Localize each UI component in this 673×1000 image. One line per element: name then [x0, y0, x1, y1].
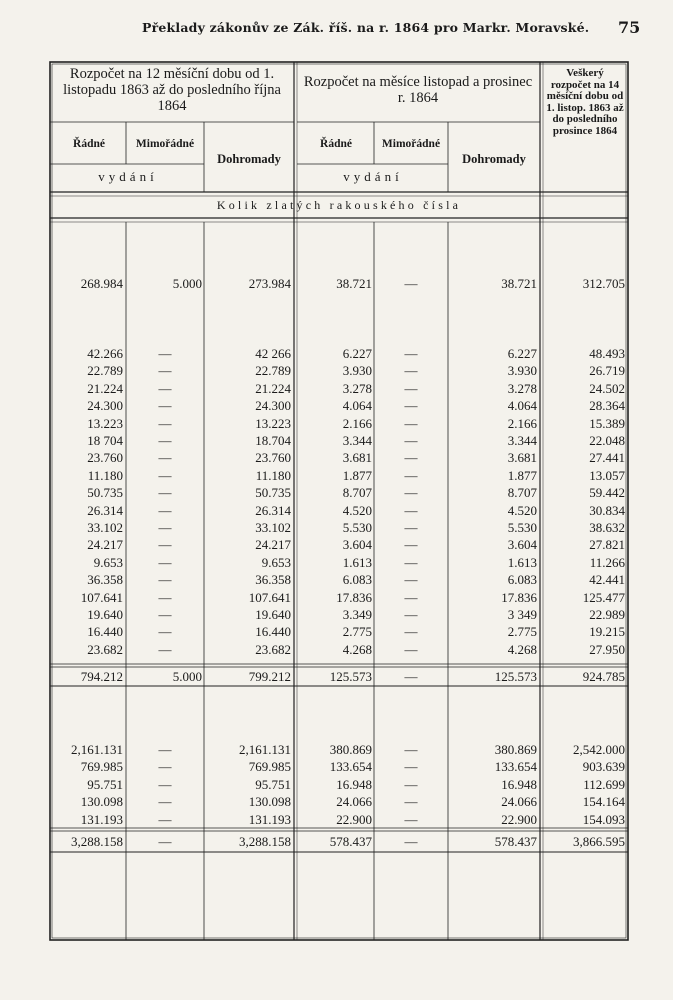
- table-cell: 6.083: [507, 572, 537, 588]
- table-cell: 24.066: [336, 794, 372, 810]
- table-cell: 2.166: [342, 415, 372, 431]
- table-cell: 23.682: [255, 641, 291, 657]
- table-cell: 3.604: [342, 537, 372, 553]
- table-cell: 154.164: [582, 794, 625, 810]
- table-cell: 38.721: [501, 276, 537, 291]
- table-cell: 24.217: [87, 537, 123, 553]
- table-cell: —: [404, 502, 418, 518]
- table-cell: 13.223: [255, 415, 291, 431]
- table-cell: 268.984: [80, 276, 123, 291]
- table-cell: 26.314: [255, 502, 291, 518]
- table-cell: 1.613: [342, 554, 372, 570]
- table-cell: 3.930: [342, 363, 372, 379]
- table-cell: 107.641: [80, 589, 123, 605]
- table-cell: 59.442: [589, 485, 625, 501]
- table-cell: —: [158, 572, 172, 588]
- col-header-dohromady-12: Dohromady: [217, 152, 281, 166]
- table-cell: 24.300: [255, 398, 291, 414]
- table-cell: —: [158, 346, 172, 361]
- group-title-14-months: Veškerý rozpočet na 14 měsíční dobu od 1. listop. 1863 až do posledního prosince 1864: [546, 67, 624, 137]
- table-cell: 6.227: [342, 346, 372, 361]
- table-cell: 1.877: [507, 467, 537, 483]
- table-cell: 2,161.131: [239, 742, 291, 757]
- table-cell: 2.166: [507, 415, 537, 431]
- table-cell: —: [404, 834, 418, 849]
- table-cell: 19.640: [255, 607, 291, 622]
- table-cell: —: [158, 363, 172, 379]
- col-header-radne-12: Řádné: [73, 138, 105, 150]
- table-cell: 13.223: [87, 415, 123, 431]
- table-cell: 17.836: [501, 589, 537, 605]
- table-cell: —: [404, 520, 418, 535]
- table-cell: 380.869: [494, 742, 537, 757]
- table-cell: —: [404, 641, 418, 657]
- table-cell: 3.278: [342, 380, 372, 396]
- table-cell: 15.389: [589, 415, 625, 431]
- table-cell: 18 704: [87, 433, 123, 448]
- table-cell: 95.751: [87, 776, 123, 792]
- table-cell: 9.653: [261, 554, 291, 570]
- table-cell: 3 349: [507, 607, 537, 622]
- table-cell: 50.735: [87, 485, 123, 501]
- table-cell: 21.224: [87, 380, 123, 396]
- table-cell: 24.502: [589, 380, 625, 396]
- table-cell: 22.989: [589, 607, 625, 622]
- table-cell: 22.900: [336, 811, 372, 827]
- table-cell: 3.930: [507, 363, 537, 379]
- table-cell: —: [158, 380, 172, 396]
- table-cell: 22.789: [255, 363, 291, 379]
- table-cell: —: [404, 467, 418, 483]
- table-cell: 4.520: [507, 502, 537, 518]
- table-cell: 19.215: [589, 624, 625, 640]
- table-cell: 769.985: [248, 759, 291, 775]
- table-cell: 27.950: [589, 641, 625, 657]
- table-cell: —: [158, 834, 172, 849]
- table-cell: 42 266: [255, 346, 291, 361]
- table-cell: 107.641: [248, 589, 291, 605]
- table-cell: 131.193: [248, 811, 291, 827]
- table-cell: 13.057: [589, 467, 625, 483]
- table-cell: —: [158, 589, 172, 605]
- table-cell: 4.268: [342, 641, 372, 657]
- table-cell: 131.193: [80, 811, 123, 827]
- table-cell: 154.093: [582, 811, 625, 827]
- table-cell: 2.775: [342, 624, 372, 640]
- table-cell: 50.735: [255, 485, 291, 501]
- table-cell: 27.441: [589, 450, 625, 466]
- table-cell: —: [404, 776, 418, 792]
- table-cell: 26.719: [589, 363, 625, 379]
- table-cell: 18.704: [255, 433, 291, 448]
- page-header: [0, 14, 673, 38]
- table-cell: 5.000: [172, 276, 202, 291]
- table-cell: 48.493: [589, 346, 625, 361]
- table-cell: —: [404, 742, 418, 757]
- col-header-vydani-12: vydání: [98, 169, 158, 184]
- table-cell: —: [404, 415, 418, 431]
- table-cell: —: [158, 415, 172, 431]
- table-cell: 3.681: [507, 450, 537, 466]
- col-header-mimoradne-12: Mimořádné: [135, 138, 195, 150]
- table-cell: 3,288.158: [71, 834, 123, 849]
- table-cell: 2,161.131: [71, 742, 123, 757]
- table-cell: 16.948: [336, 776, 372, 792]
- table-cell: —: [404, 589, 418, 605]
- table-cell: 24.217: [255, 537, 291, 553]
- table-cell: —: [404, 537, 418, 553]
- table-cell: 1.613: [507, 554, 537, 570]
- col-header-mimoradne-2: Mimořádné: [381, 138, 441, 150]
- table-cell: 23.760: [87, 450, 123, 466]
- table-cell: 8.707: [342, 485, 372, 501]
- table-cell: 11.180: [255, 467, 291, 483]
- table-cell: 17.836: [336, 589, 372, 605]
- table-cell: —: [404, 794, 418, 810]
- table-cell: —: [158, 520, 172, 535]
- table-cell: —: [158, 450, 172, 466]
- table-cell: 22.900: [501, 811, 537, 827]
- table-cell: 16.948: [501, 776, 537, 792]
- table-cell: —: [158, 811, 172, 827]
- table-cell: —: [158, 742, 172, 757]
- table-cell: 24.300: [87, 398, 123, 414]
- table-cell: 312.705: [582, 276, 625, 291]
- table-cell: 578.437: [329, 834, 372, 849]
- budget-table: [40, 58, 632, 942]
- table-cell: 130.098: [80, 794, 123, 810]
- table-cell: 36.358: [87, 572, 123, 588]
- table-cell: 23.682: [87, 641, 123, 657]
- table-cell: 16.440: [87, 624, 123, 640]
- table-cell: 11.266: [589, 554, 625, 570]
- table-cell: 27.821: [589, 537, 625, 553]
- table-cell: 2,542.000: [573, 742, 625, 757]
- table-cell: 2.775: [507, 624, 537, 640]
- table-cell: —: [158, 537, 172, 553]
- table-cell: —: [158, 554, 172, 570]
- table-cell: —: [404, 380, 418, 396]
- col-header-vydani-2: vydání: [343, 169, 403, 184]
- group-title-nov-dec: Rozpočet na měsíce listopad a prosinec r. 1864: [303, 74, 533, 107]
- table-cell: —: [404, 624, 418, 640]
- table-cell: 125.573: [494, 669, 537, 684]
- table-cell: 3.349: [342, 607, 372, 622]
- table-cell: —: [404, 554, 418, 570]
- table-cell: 22.048: [589, 433, 625, 448]
- table-cell: 578.437: [494, 834, 537, 849]
- table-cell: 6.083: [342, 572, 372, 588]
- table-cell: 1.877: [342, 467, 372, 483]
- table-cell: —: [404, 450, 418, 466]
- table-cell: —: [158, 607, 172, 622]
- table-cell: —: [158, 776, 172, 792]
- table-cell: —: [158, 502, 172, 518]
- table-cell: —: [158, 398, 172, 414]
- table-cell: —: [158, 467, 172, 483]
- table-cell: 42.441: [589, 572, 625, 588]
- table-cell: 112.699: [583, 776, 625, 792]
- table-cell: —: [404, 607, 418, 622]
- table-cell: —: [404, 572, 418, 588]
- table-cell: 28.364: [589, 398, 625, 414]
- table-cell: 38.632: [589, 520, 625, 535]
- table-cell: —: [158, 485, 172, 501]
- table-cell: 4.268: [507, 641, 537, 657]
- table-cell: 133.654: [494, 759, 537, 775]
- table-cell: —: [404, 759, 418, 775]
- table-cell: 22.789: [87, 363, 123, 379]
- table-cell: —: [404, 485, 418, 501]
- table-cell: 95.751: [255, 776, 291, 792]
- col-header-radne-2: Řádné: [320, 138, 352, 150]
- table-cell: 125.573: [329, 669, 372, 684]
- table-cell: 6.227: [507, 346, 537, 361]
- table-cell: —: [158, 641, 172, 657]
- table-cell: —: [404, 346, 418, 361]
- table-cell: 3.344: [507, 433, 537, 448]
- table-cell: 11.180: [87, 467, 123, 483]
- table-cell: 380.869: [329, 742, 372, 757]
- table-cell: 769.985: [80, 759, 123, 775]
- table-cell: 9.653: [93, 554, 123, 570]
- table-cell: —: [404, 811, 418, 827]
- table-cell: 26.314: [87, 502, 123, 518]
- table-cell: 4.520: [342, 502, 372, 518]
- table-cell: 903.639: [582, 759, 625, 775]
- table-cell: 42.266: [87, 346, 123, 361]
- table-cell: 33.102: [87, 520, 123, 535]
- table-cell: 5.530: [342, 520, 372, 535]
- table-cell: 3.344: [342, 433, 372, 448]
- table-cell: 19.640: [87, 607, 123, 622]
- table-cell: 130.098: [248, 794, 291, 810]
- table-cell: —: [404, 669, 418, 684]
- table-cell: 133.654: [329, 759, 372, 775]
- table-cell: 3.604: [507, 537, 537, 553]
- table-cell: 3,866.595: [573, 834, 625, 849]
- table-cell: 23.760: [255, 450, 291, 466]
- table-cell: 924.785: [582, 669, 625, 684]
- page-number: 75: [618, 18, 641, 37]
- units-row: Kolik zlatých rakouského čísla: [216, 198, 462, 212]
- table-cell: —: [404, 276, 418, 291]
- table-cell: 5.530: [507, 520, 537, 535]
- table-cell: 36.358: [255, 572, 291, 588]
- table-cell: 794.212: [80, 669, 123, 684]
- table-cell: 21.224: [255, 380, 291, 396]
- table-cell: —: [158, 794, 172, 810]
- table-cell: 3.278: [507, 380, 537, 396]
- table-cell: —: [404, 398, 418, 414]
- col-header-dohromady-2: Dohromady: [462, 152, 526, 166]
- table-cell: —: [158, 433, 172, 448]
- table-cell: —: [404, 433, 418, 448]
- table-cell: 5.000: [172, 669, 202, 684]
- table-cell: 4.064: [507, 398, 537, 414]
- table-cell: —: [158, 759, 172, 775]
- table-cell: 799.212: [248, 669, 291, 684]
- table-cell: 8.707: [507, 485, 537, 501]
- table-cell: 33.102: [255, 520, 291, 535]
- table-cell: 3,288.158: [239, 834, 291, 849]
- table-cell: —: [158, 624, 172, 640]
- table-cell: 3.681: [342, 450, 372, 466]
- table-cell: 16.440: [255, 624, 291, 640]
- table-cell: —: [404, 363, 418, 379]
- running-title: Překlady zákonův ze Zák. říš. na r. 1864 pro Markr. Moravské.: [142, 20, 590, 35]
- table-cell: 4.064: [342, 398, 372, 414]
- table-cell: 273.984: [248, 276, 291, 291]
- table-cell: 24.066: [501, 794, 537, 810]
- table-cell: 125.477: [582, 589, 625, 605]
- group-title-12-months: Rozpočet na 12 měsíční dobu od 1. listopadu 1863 až do posledního října 1864: [63, 66, 281, 115]
- table-cell: 30.834: [589, 502, 625, 518]
- table-cell: 38.721: [336, 276, 372, 291]
